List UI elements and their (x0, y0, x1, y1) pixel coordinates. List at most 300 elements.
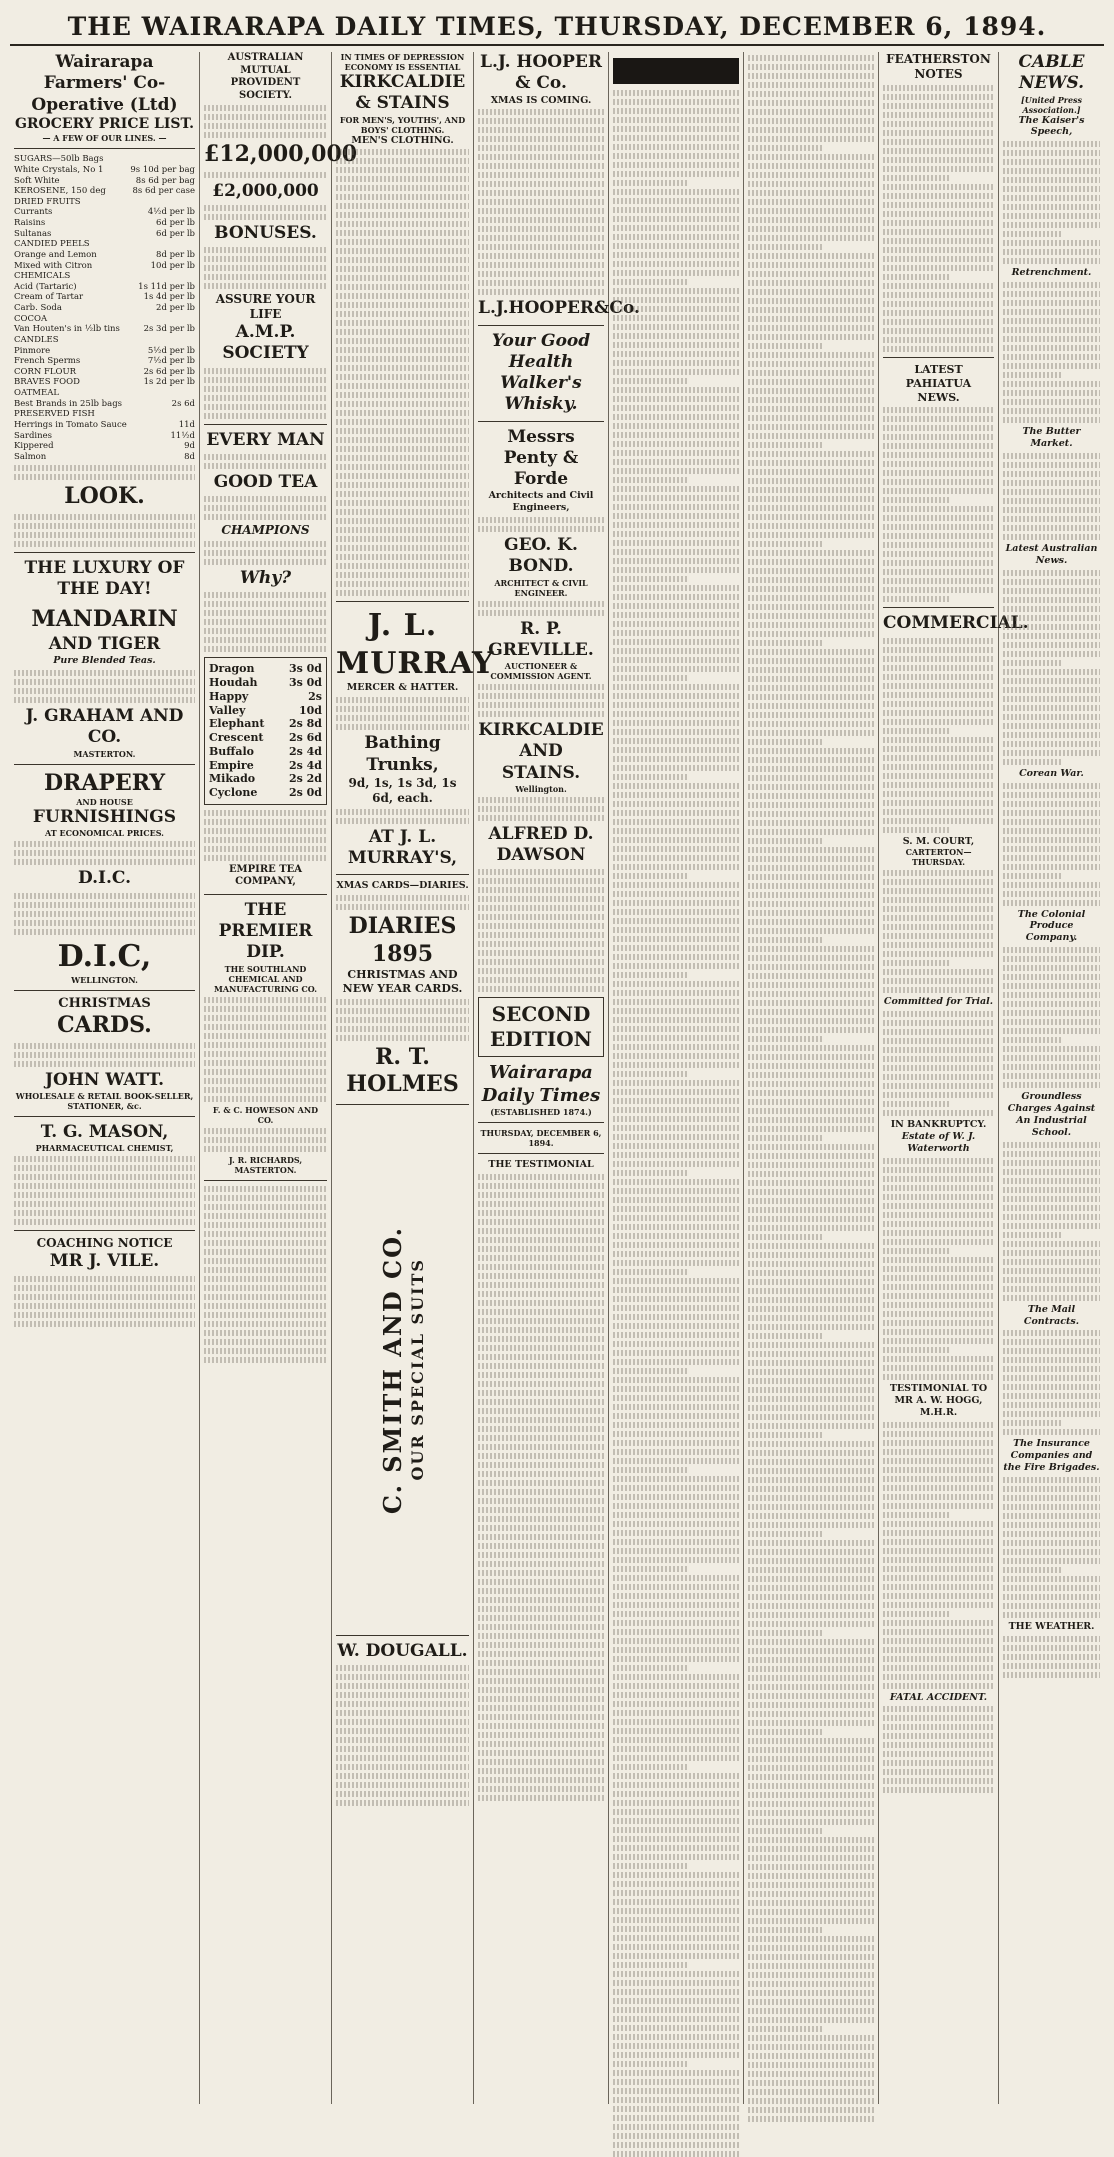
price-item: Acid (Tartaric) (14, 281, 77, 292)
text-line (748, 550, 874, 556)
price-item: OATMEAL (14, 388, 60, 398)
text-line (613, 891, 739, 897)
text-line (613, 2151, 739, 2157)
text-line (883, 211, 994, 217)
price-item: KEROSENE, 150 deg (14, 186, 106, 197)
text-line (748, 1279, 874, 1285)
text-line (883, 247, 994, 253)
christmas-ny-cards: CHRISTMAS AND NEW YEAR CARDS. (342, 968, 463, 995)
text-line (613, 1971, 739, 1977)
text-line (883, 229, 994, 235)
text-line (748, 307, 874, 313)
text-line (883, 1602, 994, 1608)
tea-row (209, 690, 322, 718)
southland-co: THE SOUTHLAND CHEMICAL AND MANUFACTURING CO. (213, 963, 318, 994)
text-line (883, 301, 994, 307)
kirkcaldie-sub: FOR MEN'S, YOUTHS', AND BOYS' CLOTHING. (339, 114, 466, 135)
text-line (1003, 983, 1100, 989)
text-line (1003, 1531, 1100, 1537)
text-line (883, 1742, 994, 1748)
text-line (613, 1368, 689, 1374)
text-line (748, 1099, 874, 1105)
tea-price: 2s 10d (299, 689, 322, 717)
text-line (613, 648, 739, 654)
text-line (613, 396, 739, 402)
price-row (14, 218, 195, 229)
text-line (883, 1557, 994, 1563)
text-line (883, 1440, 994, 1446)
price-row (14, 314, 195, 325)
text-line (883, 888, 994, 894)
text-line (1003, 1339, 1100, 1345)
your-good-health: Your Good Health (491, 330, 591, 372)
text-line (613, 1062, 739, 1068)
tea-name: Cyclone (209, 786, 258, 799)
text-line (1003, 1558, 1100, 1564)
text-line (1003, 309, 1100, 315)
text-line (1003, 1366, 1100, 1372)
text-line (748, 1477, 874, 1483)
text-line (883, 1275, 994, 1281)
text-line (748, 1387, 874, 1393)
price-row (14, 292, 195, 303)
text-line (613, 1674, 739, 1680)
text-line (613, 1458, 739, 1464)
text-line (883, 755, 994, 761)
text-line (613, 1989, 739, 1995)
estate: Estate of W. J. Waterworth (901, 1131, 976, 1154)
text-line (613, 2115, 739, 2121)
text-line (748, 397, 874, 403)
text-line (613, 1800, 739, 1806)
price-item: BRAVES FOOD (14, 377, 80, 388)
dougall-name: W. DOUGALL. (337, 1640, 468, 1661)
text-line (1003, 1178, 1100, 1184)
text-line (883, 551, 994, 557)
text-line (883, 1257, 994, 1263)
text-line (883, 1656, 994, 1662)
champions: CHAMPIONS (221, 523, 310, 537)
tea-name: Houdah (209, 676, 258, 689)
text-line (613, 243, 739, 249)
text-line (1003, 399, 1100, 405)
text-line (883, 1374, 994, 1380)
price-row (14, 367, 195, 378)
text-line (748, 1360, 874, 1366)
tea-price: 2s 8d (288, 717, 322, 731)
text-line (613, 2106, 739, 2112)
text-line (748, 289, 874, 295)
text-line (883, 665, 994, 671)
text-line (748, 532, 874, 538)
text-line (613, 1242, 739, 1248)
text-line (748, 1711, 874, 1717)
text-line (613, 1926, 739, 1932)
text-line (883, 1458, 994, 1464)
text-line (1003, 1046, 1100, 1052)
text-line (1003, 615, 1100, 621)
retrenchment: Retrenchment. (1011, 267, 1092, 279)
text-line (883, 265, 994, 271)
dawson-name: ALFRED D. DAWSON (488, 823, 594, 866)
text-line (748, 775, 874, 781)
text-line (883, 130, 994, 136)
text-line (883, 524, 994, 530)
text-line (1003, 750, 1100, 756)
text-line (883, 337, 994, 343)
text-line (613, 1188, 739, 1194)
tea-price: 2s 6d (288, 731, 322, 744)
text-line (748, 1351, 874, 1357)
text-line (613, 1683, 739, 1689)
text-line (748, 1801, 874, 1807)
text-line (1003, 864, 1100, 870)
text-line (1003, 1477, 1100, 1483)
text-line (613, 585, 739, 591)
text-line (748, 964, 874, 970)
text-line (613, 954, 739, 960)
text-line (748, 1432, 824, 1438)
text-line (748, 1108, 874, 1114)
text-line (613, 540, 739, 546)
text-line (748, 433, 874, 439)
few-lines: — A FEW OF OUR LINES. — (42, 133, 167, 144)
howeson: F. & C. HOWESON AND CO. (212, 1104, 319, 1125)
text-line (613, 117, 739, 123)
text-line (883, 809, 994, 815)
text-line (1003, 1402, 1100, 1408)
text-line (1003, 1142, 1100, 1148)
text-line (613, 414, 739, 420)
text-line (883, 1320, 994, 1326)
text-line (748, 496, 874, 502)
text-line (883, 960, 950, 966)
text-line (613, 2097, 739, 2103)
text-line (748, 1666, 874, 1672)
text-line (883, 1047, 994, 1053)
text-line (1003, 291, 1100, 297)
text-line (883, 1665, 994, 1671)
text-line (748, 244, 824, 250)
text-line (748, 676, 874, 682)
text-line (883, 193, 994, 199)
text-line (1003, 363, 1100, 369)
text-line (613, 180, 689, 186)
text-line (1003, 633, 1100, 639)
text-line (883, 942, 994, 948)
text-line (883, 569, 994, 575)
price-row (14, 186, 195, 197)
price-value: 11d (178, 419, 195, 430)
text-line (748, 577, 874, 583)
text-line (883, 1029, 994, 1035)
text-line (748, 1756, 874, 1762)
text-line (748, 352, 874, 358)
text-line (748, 2098, 874, 2104)
text-line (613, 1710, 739, 1716)
text-line (883, 443, 994, 449)
text-line (613, 1917, 739, 1923)
text-line (883, 1422, 994, 1428)
price-value: 6d per lb (156, 218, 195, 228)
text-line (613, 1314, 739, 1320)
text-line (748, 1243, 874, 1249)
text-line (883, 728, 950, 734)
text-line (883, 915, 994, 921)
text-line (748, 2080, 874, 2086)
why-heading: Why? (239, 568, 292, 588)
text-line (613, 1890, 739, 1896)
text-line (1003, 956, 1100, 962)
price-item: Salmon (14, 451, 47, 462)
text-line (883, 1674, 994, 1680)
text-line (613, 207, 739, 213)
text-line (748, 1864, 874, 1870)
text-line (1003, 1513, 1100, 1519)
text-line (613, 1530, 739, 1536)
text-line (1003, 819, 1100, 825)
income-amount: £2,000,000 (212, 180, 319, 201)
amp-name: A.M.P. SOCIETY (222, 322, 309, 364)
text-line (748, 181, 874, 187)
text-line (748, 1270, 874, 1276)
text-line (748, 982, 874, 988)
text-line (748, 343, 824, 349)
text-line (1003, 1196, 1100, 1202)
text-line (748, 1954, 874, 1960)
text-line (1003, 696, 1100, 702)
text-line (613, 1692, 739, 1698)
text-line (748, 946, 874, 952)
text-line (748, 523, 874, 529)
price-row (14, 409, 195, 420)
mason-sub: PHARMACEUTICAL CHEMIST, (35, 1143, 174, 1154)
australian-news: Latest Australian News. (1005, 542, 1098, 566)
text-line (748, 109, 874, 115)
text-line (748, 766, 874, 772)
text-line (748, 1630, 824, 1636)
price-item: Soft White (14, 175, 60, 186)
hooper-name: L.J. HOOPER & Co. (480, 52, 602, 94)
text-line (883, 533, 994, 539)
text-line (613, 450, 739, 456)
price-value: 6d per lb (156, 228, 195, 239)
text-line (613, 387, 739, 393)
text-line (613, 738, 739, 744)
text-line (613, 342, 739, 348)
text-line (1003, 1214, 1100, 1220)
text-line (883, 638, 994, 644)
text-line (883, 1787, 994, 1793)
text-line (748, 487, 874, 493)
text-line (748, 1612, 874, 1618)
bathing-trunks: Bathing Trunks, (364, 733, 441, 775)
text-line (1003, 249, 1100, 255)
price-value: 2s 3d per lb (143, 324, 195, 335)
text-line (883, 1284, 994, 1290)
text-line (1003, 417, 1100, 423)
text-line (748, 829, 874, 835)
text-line (1003, 1348, 1100, 1354)
grocery-price-list: GROCERY PRICE LIST. (14, 115, 195, 132)
tea-name: Mikado (209, 772, 256, 786)
text-line (613, 828, 739, 834)
text-line (883, 746, 994, 752)
text-line (613, 1764, 689, 1770)
text-line (748, 1090, 874, 1096)
text-line (613, 441, 739, 447)
text-line (1003, 1645, 1100, 1651)
text-line (883, 1158, 994, 1164)
price-item: Carb. Soda (14, 303, 62, 313)
text-line (613, 819, 739, 825)
text-line (748, 1531, 824, 1537)
text-line (613, 1539, 739, 1545)
text-line (748, 658, 874, 664)
text-line (1003, 534, 1100, 540)
text-line (748, 1306, 874, 1312)
text-line (1003, 345, 1100, 351)
text-line (883, 1638, 994, 1644)
text-line (613, 1179, 739, 1185)
text-line (748, 1018, 874, 1024)
text-line (613, 324, 739, 330)
text-line (613, 2016, 739, 2022)
text-line (613, 2043, 739, 2049)
text-line (613, 1413, 739, 1419)
text-line (748, 2089, 874, 2095)
text-line (748, 1972, 874, 1978)
price-item: Pinmore (14, 345, 51, 356)
masthead-rule (10, 44, 1104, 46)
text-line (1003, 1187, 1100, 1193)
text-line (613, 1008, 739, 1014)
carterton: CARTERTON—THURSDAY. (905, 847, 972, 868)
price-row (14, 441, 195, 452)
hooper-name-2: L.J.HOOPER&Co. (478, 298, 640, 319)
text-line (748, 1936, 874, 1942)
dic-large: D.I.C, (57, 938, 152, 974)
price-value: 9s 10d per bag (130, 164, 195, 175)
text-line (613, 1341, 739, 1347)
text-line (1003, 168, 1100, 174)
text-line (748, 649, 874, 655)
text-line (1003, 1549, 1100, 1555)
text-line (883, 166, 994, 172)
text-line (883, 1530, 994, 1536)
bond-name: GEO. K. BOND. (504, 535, 578, 577)
text-line (613, 522, 739, 528)
funds-amount: £12,000,000 (204, 141, 358, 167)
text-line (1003, 1073, 1100, 1079)
text-line (748, 712, 874, 718)
text-line (748, 1918, 874, 1924)
column-7 (879, 52, 1029, 2104)
text-line (613, 1575, 739, 1581)
text-line (883, 674, 994, 680)
price-item: White Crystals, No 1 (14, 164, 104, 175)
text-line (613, 2034, 739, 2040)
text-line (613, 711, 739, 717)
text-line (883, 1167, 994, 1173)
text-line (748, 1072, 874, 1078)
text-line (1003, 159, 1100, 165)
column-3 (332, 52, 495, 2104)
text-line (883, 791, 994, 797)
text-line (613, 1485, 739, 1491)
text-line (613, 1305, 739, 1311)
text-line (1003, 1495, 1100, 1501)
look-heading: LOOK. (64, 483, 145, 510)
text-line (748, 703, 874, 709)
text-line (748, 865, 874, 871)
text-line (613, 837, 739, 843)
text-line (1003, 1169, 1100, 1175)
text-line (748, 1450, 874, 1456)
text-line (883, 506, 994, 512)
text-line (748, 1963, 874, 1969)
price-item: Sultanas (14, 228, 52, 239)
text-line (748, 640, 824, 646)
text-line (748, 604, 874, 610)
text-line (748, 2107, 874, 2113)
text-line (613, 801, 739, 807)
price-row (14, 431, 195, 442)
price-row (14, 452, 195, 463)
text-line (613, 1053, 739, 1059)
text-line (1003, 1411, 1100, 1417)
text-line (748, 1495, 874, 1501)
text-line (613, 873, 689, 879)
text-line (883, 157, 994, 163)
text-line (748, 541, 824, 547)
text-line (1003, 1151, 1100, 1157)
text-line (748, 1486, 874, 1492)
text-line (613, 459, 739, 465)
empire-tea: EMPIRE TEA COMPANY, (228, 863, 303, 888)
tea-name: Elephant (209, 717, 265, 731)
price-row (14, 229, 195, 240)
text-line (613, 720, 739, 726)
text-line (1003, 498, 1100, 504)
text-line (883, 1065, 994, 1071)
text-line (613, 2025, 739, 2031)
text-line (613, 783, 739, 789)
text-line (748, 235, 874, 241)
text-line (883, 764, 994, 770)
architects: Architects and Civil Engineers, (488, 490, 594, 514)
text-line (748, 1045, 874, 1051)
text-line (1003, 1160, 1100, 1166)
text-line (748, 1000, 874, 1006)
text-line (883, 1724, 994, 1730)
text-line (883, 692, 994, 698)
column-2 (200, 52, 358, 2104)
text-line (613, 126, 739, 132)
text-line (883, 319, 994, 325)
text-line (748, 847, 874, 853)
text-line (748, 1207, 874, 1213)
text-line (613, 333, 739, 339)
text-line (748, 694, 874, 700)
text-line (748, 586, 874, 592)
text-line (1003, 525, 1100, 531)
text-line (748, 82, 874, 88)
text-line (613, 1791, 739, 1797)
page-columns (10, 52, 1104, 2104)
text-line (1003, 965, 1100, 971)
text-line (883, 1467, 994, 1473)
